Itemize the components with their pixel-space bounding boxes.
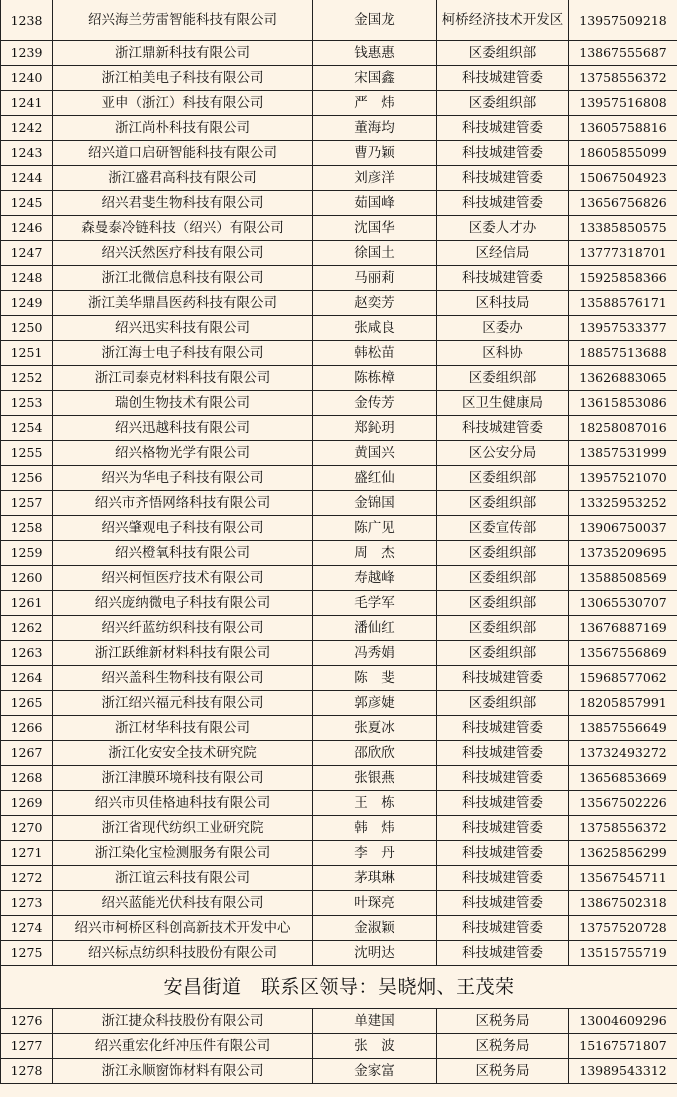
phone-number: 13567502226 — [569, 791, 677, 816]
row-number: 1258 — [1, 516, 53, 541]
company-name: 浙江美华鼎昌医药科技有限公司 — [53, 291, 313, 316]
liaison-department: 科技城建管委 — [437, 741, 569, 766]
company-name: 瑞创生物技术有限公司 — [53, 391, 313, 416]
table-row — [1, 191, 677, 216]
liaison-department: 科技城建管委 — [437, 791, 569, 816]
row-number: 1259 — [1, 541, 53, 566]
phone-number: 13065530707 — [569, 591, 677, 616]
contact-person: 马丽莉 — [313, 266, 437, 291]
table-row — [1, 491, 677, 516]
table-row — [1, 166, 677, 191]
contact-person: 郑鈊玥 — [313, 416, 437, 441]
row-number: 1261 — [1, 591, 53, 616]
row-number: 1271 — [1, 841, 53, 866]
row-number: 1239 — [1, 41, 53, 66]
liaison-department: 区委组织部 — [437, 91, 569, 116]
company-name: 绍兴蓝能光伏科技有限公司 — [53, 891, 313, 916]
table-row — [1, 391, 677, 416]
liaison-department: 区委组织部 — [437, 466, 569, 491]
company-name: 绍兴为华电子科技有限公司 — [53, 466, 313, 491]
row-number: 1263 — [1, 641, 53, 666]
table-row — [1, 566, 677, 591]
company-name: 浙江跃维新材料科技有限公司 — [53, 641, 313, 666]
contact-person: 单建国 — [313, 1009, 437, 1034]
phone-number: 13588508569 — [569, 566, 677, 591]
liaison-department: 科技城建管委 — [437, 716, 569, 741]
liaison-department: 区委组织部 — [437, 566, 569, 591]
row-number: 1277 — [1, 1034, 53, 1059]
row-number: 1264 — [1, 666, 53, 691]
liaison-department: 区税务局 — [437, 1059, 569, 1084]
table-row — [1, 716, 677, 741]
row-number: 1238 — [1, 0, 53, 41]
company-name: 浙江柏美电子科技有限公司 — [53, 66, 313, 91]
table-row — [1, 941, 677, 966]
phone-number: 18857513688 — [569, 341, 677, 366]
contact-person: 沈国华 — [313, 216, 437, 241]
liaison-department: 科技城建管委 — [437, 191, 569, 216]
table-row — [1, 641, 677, 666]
company-name: 绍兴标点纺织科技股份有限公司 — [53, 941, 313, 966]
row-number: 1257 — [1, 491, 53, 516]
company-name: 绍兴市贝佳格迪科技有限公司 — [53, 791, 313, 816]
phone-number: 18205857991 — [569, 691, 677, 716]
contact-person: 郭彦婕 — [313, 691, 437, 716]
phone-number: 13957509218 — [569, 0, 677, 41]
phone-number: 13957533377 — [569, 316, 677, 341]
table-row — [1, 66, 677, 91]
contact-person: 茹国峰 — [313, 191, 437, 216]
liaison-department: 区委宣传部 — [437, 516, 569, 541]
phone-number: 15167571807 — [569, 1034, 677, 1059]
liaison-department: 科技城建管委 — [437, 891, 569, 916]
liaison-department: 区委组织部 — [437, 691, 569, 716]
table-row — [1, 141, 677, 166]
phone-number: 13906750037 — [569, 516, 677, 541]
row-number: 1244 — [1, 166, 53, 191]
row-number: 1253 — [1, 391, 53, 416]
liaison-department: 区科技局 — [437, 291, 569, 316]
liaison-department: 科技城建管委 — [437, 416, 569, 441]
company-name: 绍兴君斐生物科技有限公司 — [53, 191, 313, 216]
table-row — [1, 216, 677, 241]
liaison-department: 区公安分局 — [437, 441, 569, 466]
company-name: 浙江司泰克材料科技有限公司 — [53, 366, 313, 391]
row-number: 1269 — [1, 791, 53, 816]
contact-person: 邵欣欣 — [313, 741, 437, 766]
contact-person: 韩 炜 — [313, 816, 437, 841]
phone-number: 15067504923 — [569, 166, 677, 191]
company-name: 绍兴柯恒医疗技术有限公司 — [53, 566, 313, 591]
row-number: 1275 — [1, 941, 53, 966]
contact-person: 宋国鑫 — [313, 66, 437, 91]
company-name: 绍兴迅越科技有限公司 — [53, 416, 313, 441]
phone-number: 15968577062 — [569, 666, 677, 691]
phone-number: 18258087016 — [569, 416, 677, 441]
table-row — [1, 341, 677, 366]
company-name: 浙江永顺窗饰材料有限公司 — [53, 1059, 313, 1084]
contact-person: 张 波 — [313, 1034, 437, 1059]
liaison-department: 科技城建管委 — [437, 941, 569, 966]
contact-person: 曹乃颖 — [313, 141, 437, 166]
contact-person: 陈栋樟 — [313, 366, 437, 391]
company-name: 绍兴盖科生物科技有限公司 — [53, 666, 313, 691]
contact-person: 张夏冰 — [313, 716, 437, 741]
phone-number: 13735209695 — [569, 541, 677, 566]
table-row — [1, 666, 677, 691]
company-name: 浙江省现代纺织工业研究院 — [53, 816, 313, 841]
row-number: 1255 — [1, 441, 53, 466]
liaison-department: 区委组织部 — [437, 541, 569, 566]
table-row — [1, 541, 677, 566]
liaison-department: 区委组织部 — [437, 491, 569, 516]
table-row — [1, 516, 677, 541]
company-name: 绍兴格物光学有限公司 — [53, 441, 313, 466]
company-name: 绍兴市柯桥区科创高新技术开发中心 — [53, 916, 313, 941]
table-row — [1, 816, 677, 841]
liaison-department: 区委组织部 — [437, 41, 569, 66]
phone-number: 13626883065 — [569, 366, 677, 391]
contact-person: 叶琛亮 — [313, 891, 437, 916]
row-number: 1278 — [1, 1059, 53, 1084]
phone-number: 13758556372 — [569, 816, 677, 841]
contact-person: 金锦国 — [313, 491, 437, 516]
table-row — [1, 1059, 677, 1084]
phone-number: 13757520728 — [569, 916, 677, 941]
table-row — [1, 116, 677, 141]
liaison-department: 科技城建管委 — [437, 841, 569, 866]
contact-person: 刘彦洋 — [313, 166, 437, 191]
row-number: 1273 — [1, 891, 53, 916]
phone-number: 15925858366 — [569, 266, 677, 291]
table-row — [1, 441, 677, 466]
contact-person: 金国龙 — [313, 0, 437, 41]
contact-person: 冯秀娟 — [313, 641, 437, 666]
phone-number: 13867502318 — [569, 891, 677, 916]
table-row — [1, 591, 677, 616]
phone-number: 13567556869 — [569, 641, 677, 666]
row-number: 1248 — [1, 266, 53, 291]
row-number: 1243 — [1, 141, 53, 166]
phone-number: 13957521070 — [569, 466, 677, 491]
row-number: 1274 — [1, 916, 53, 941]
table-row — [1, 616, 677, 641]
table-row — [1, 1034, 677, 1059]
contact-person: 茅琪琳 — [313, 866, 437, 891]
liaison-department: 科技城建管委 — [437, 666, 569, 691]
row-number: 1272 — [1, 866, 53, 891]
company-name: 浙江化安安全技术研究院 — [53, 741, 313, 766]
liaison-department: 科技城建管委 — [437, 916, 569, 941]
company-name: 浙江北微信息科技有限公司 — [53, 266, 313, 291]
phone-number: 13957516808 — [569, 91, 677, 116]
table-row — [1, 916, 677, 941]
company-name: 绍兴肇观电子科技有限公司 — [53, 516, 313, 541]
row-number: 1245 — [1, 191, 53, 216]
liaison-department: 科技城建管委 — [437, 266, 569, 291]
liaison-department: 区科协 — [437, 341, 569, 366]
row-number: 1254 — [1, 416, 53, 441]
company-name: 绍兴道口启研智能科技有限公司 — [53, 141, 313, 166]
contact-person: 赵奕芳 — [313, 291, 437, 316]
table-row — [1, 1009, 677, 1034]
row-number: 1266 — [1, 716, 53, 741]
row-number: 1247 — [1, 241, 53, 266]
section-block — [1, 966, 677, 1009]
company-name: 浙江鼎新科技有限公司 — [53, 41, 313, 66]
table-row — [1, 266, 677, 291]
liaison-department: 区委办 — [437, 316, 569, 341]
row-number: 1249 — [1, 291, 53, 316]
phone-number: 13515755719 — [569, 941, 677, 966]
contact-person: 徐国土 — [313, 241, 437, 266]
table-row — [1, 41, 677, 66]
contact-person: 沈明达 — [313, 941, 437, 966]
phone-number: 18605855099 — [569, 141, 677, 166]
row-number: 1256 — [1, 466, 53, 491]
contact-person: 韩松苗 — [313, 341, 437, 366]
phone-number: 13777318701 — [569, 241, 677, 266]
phone-number: 13325953252 — [569, 491, 677, 516]
table-row — [1, 691, 677, 716]
contact-person: 黄国兴 — [313, 441, 437, 466]
company-name: 浙江材华科技有限公司 — [53, 716, 313, 741]
company-name: 绍兴市齐悟网络科技有限公司 — [53, 491, 313, 516]
company-name: 浙江染化宝检测服务有限公司 — [53, 841, 313, 866]
phone-number: 13656756826 — [569, 191, 677, 216]
phone-number: 13732493272 — [569, 741, 677, 766]
company-name: 浙江盛君高科技有限公司 — [53, 166, 313, 191]
table-row — [1, 791, 677, 816]
table-row — [1, 841, 677, 866]
liaison-department: 区委组织部 — [437, 641, 569, 666]
liaison-department: 区委组织部 — [437, 616, 569, 641]
liaison-department: 区税务局 — [437, 1009, 569, 1034]
row-number: 1262 — [1, 616, 53, 641]
liaison-department: 科技城建管委 — [437, 816, 569, 841]
contact-person: 王 栋 — [313, 791, 437, 816]
row-number: 1265 — [1, 691, 53, 716]
company-name: 绍兴庞纳微电子科技有限公司 — [53, 591, 313, 616]
company-name: 浙江绍兴福元科技有限公司 — [53, 691, 313, 716]
company-name: 亚申（浙江）科技有限公司 — [53, 91, 313, 116]
contact-person: 周 杰 — [313, 541, 437, 566]
contact-person: 毛学军 — [313, 591, 437, 616]
company-name: 绍兴纤蓝纺织科技有限公司 — [53, 616, 313, 641]
contact-person: 董海均 — [313, 116, 437, 141]
row-number: 1267 — [1, 741, 53, 766]
liaison-department: 科技城建管委 — [437, 116, 569, 141]
company-name: 浙江尚朴科技有限公司 — [53, 116, 313, 141]
row-number: 1242 — [1, 116, 53, 141]
company-name: 绍兴沃然医疗科技有限公司 — [53, 241, 313, 266]
phone-number: 13857556649 — [569, 716, 677, 741]
contact-person: 李 丹 — [313, 841, 437, 866]
contact-person: 张银燕 — [313, 766, 437, 791]
section-header-row — [1, 966, 677, 1009]
phone-number: 13656853669 — [569, 766, 677, 791]
contact-person: 钱惠惠 — [313, 41, 437, 66]
row-number: 1268 — [1, 766, 53, 791]
liaison-department: 区委组织部 — [437, 591, 569, 616]
contact-person: 潘仙红 — [313, 616, 437, 641]
table-row — [1, 866, 677, 891]
table-row — [1, 466, 677, 491]
table-row — [1, 91, 677, 116]
company-name: 绍兴迅实科技有限公司 — [53, 316, 313, 341]
table-row — [1, 316, 677, 341]
section-header: 安昌街道 联系区领导：吴晓炯、王茂荣 — [1, 966, 677, 1009]
roster-rows-before-section — [1, 0, 677, 966]
phone-number: 13588576171 — [569, 291, 677, 316]
row-number: 1251 — [1, 341, 53, 366]
phone-number: 13857531999 — [569, 441, 677, 466]
row-number: 1260 — [1, 566, 53, 591]
liaison-department: 科技城建管委 — [437, 166, 569, 191]
liaison-department: 区委人才办 — [437, 216, 569, 241]
phone-number: 13758556372 — [569, 66, 677, 91]
contact-person: 盛红仙 — [313, 466, 437, 491]
liaison-department: 柯桥经济技术开发区 — [437, 0, 569, 41]
phone-number: 13385850575 — [569, 216, 677, 241]
phone-number: 13989543312 — [569, 1059, 677, 1084]
table-row — [1, 741, 677, 766]
company-name: 森曼泰冷链科技（绍兴）有限公司 — [53, 216, 313, 241]
company-name: 浙江捷众科技股份有限公司 — [53, 1009, 313, 1034]
roster-rows-after-section — [1, 1009, 677, 1084]
contact-person: 寿越峰 — [313, 566, 437, 591]
company-name: 浙江海士电子科技有限公司 — [53, 341, 313, 366]
liaison-department: 科技城建管委 — [437, 141, 569, 166]
liaison-department: 区委组织部 — [437, 366, 569, 391]
row-number: 1270 — [1, 816, 53, 841]
phone-number: 13676887169 — [569, 616, 677, 641]
table-row — [1, 891, 677, 916]
row-number: 1250 — [1, 316, 53, 341]
phone-number: 13867555687 — [569, 41, 677, 66]
contact-person: 张咸良 — [313, 316, 437, 341]
contact-person: 金传芳 — [313, 391, 437, 416]
liaison-department: 区卫生健康局 — [437, 391, 569, 416]
contact-person: 陈广见 — [313, 516, 437, 541]
contact-person: 陈 斐 — [313, 666, 437, 691]
contact-person: 金家富 — [313, 1059, 437, 1084]
phone-number: 13004609296 — [569, 1009, 677, 1034]
company-name: 绍兴重宏化纤冲压件有限公司 — [53, 1034, 313, 1059]
liaison-department: 科技城建管委 — [437, 66, 569, 91]
row-number: 1252 — [1, 366, 53, 391]
row-number: 1246 — [1, 216, 53, 241]
company-name: 绍兴橙氧科技有限公司 — [53, 541, 313, 566]
company-name: 绍兴海兰劳雷智能科技有限公司 — [53, 0, 313, 41]
row-number: 1276 — [1, 1009, 53, 1034]
liaison-department: 科技城建管委 — [437, 866, 569, 891]
phone-number: 13605758816 — [569, 116, 677, 141]
table-row — [1, 416, 677, 441]
company-name: 浙江津膜环境科技有限公司 — [53, 766, 313, 791]
phone-number: 13625856299 — [569, 841, 677, 866]
company-name: 浙江谊云科技有限公司 — [53, 866, 313, 891]
contact-person: 金淑颖 — [313, 916, 437, 941]
table-row — [1, 766, 677, 791]
row-number: 1241 — [1, 91, 53, 116]
phone-number: 13567545711 — [569, 866, 677, 891]
liaison-department: 科技城建管委 — [437, 766, 569, 791]
row-number: 1240 — [1, 66, 53, 91]
table-row — [1, 241, 677, 266]
phone-number: 13615853086 — [569, 391, 677, 416]
table-row — [1, 0, 677, 41]
liaison-department: 区经信局 — [437, 241, 569, 266]
table-row — [1, 366, 677, 391]
table-row — [1, 291, 677, 316]
liaison-department: 区税务局 — [437, 1034, 569, 1059]
contact-person: 严 炜 — [313, 91, 437, 116]
